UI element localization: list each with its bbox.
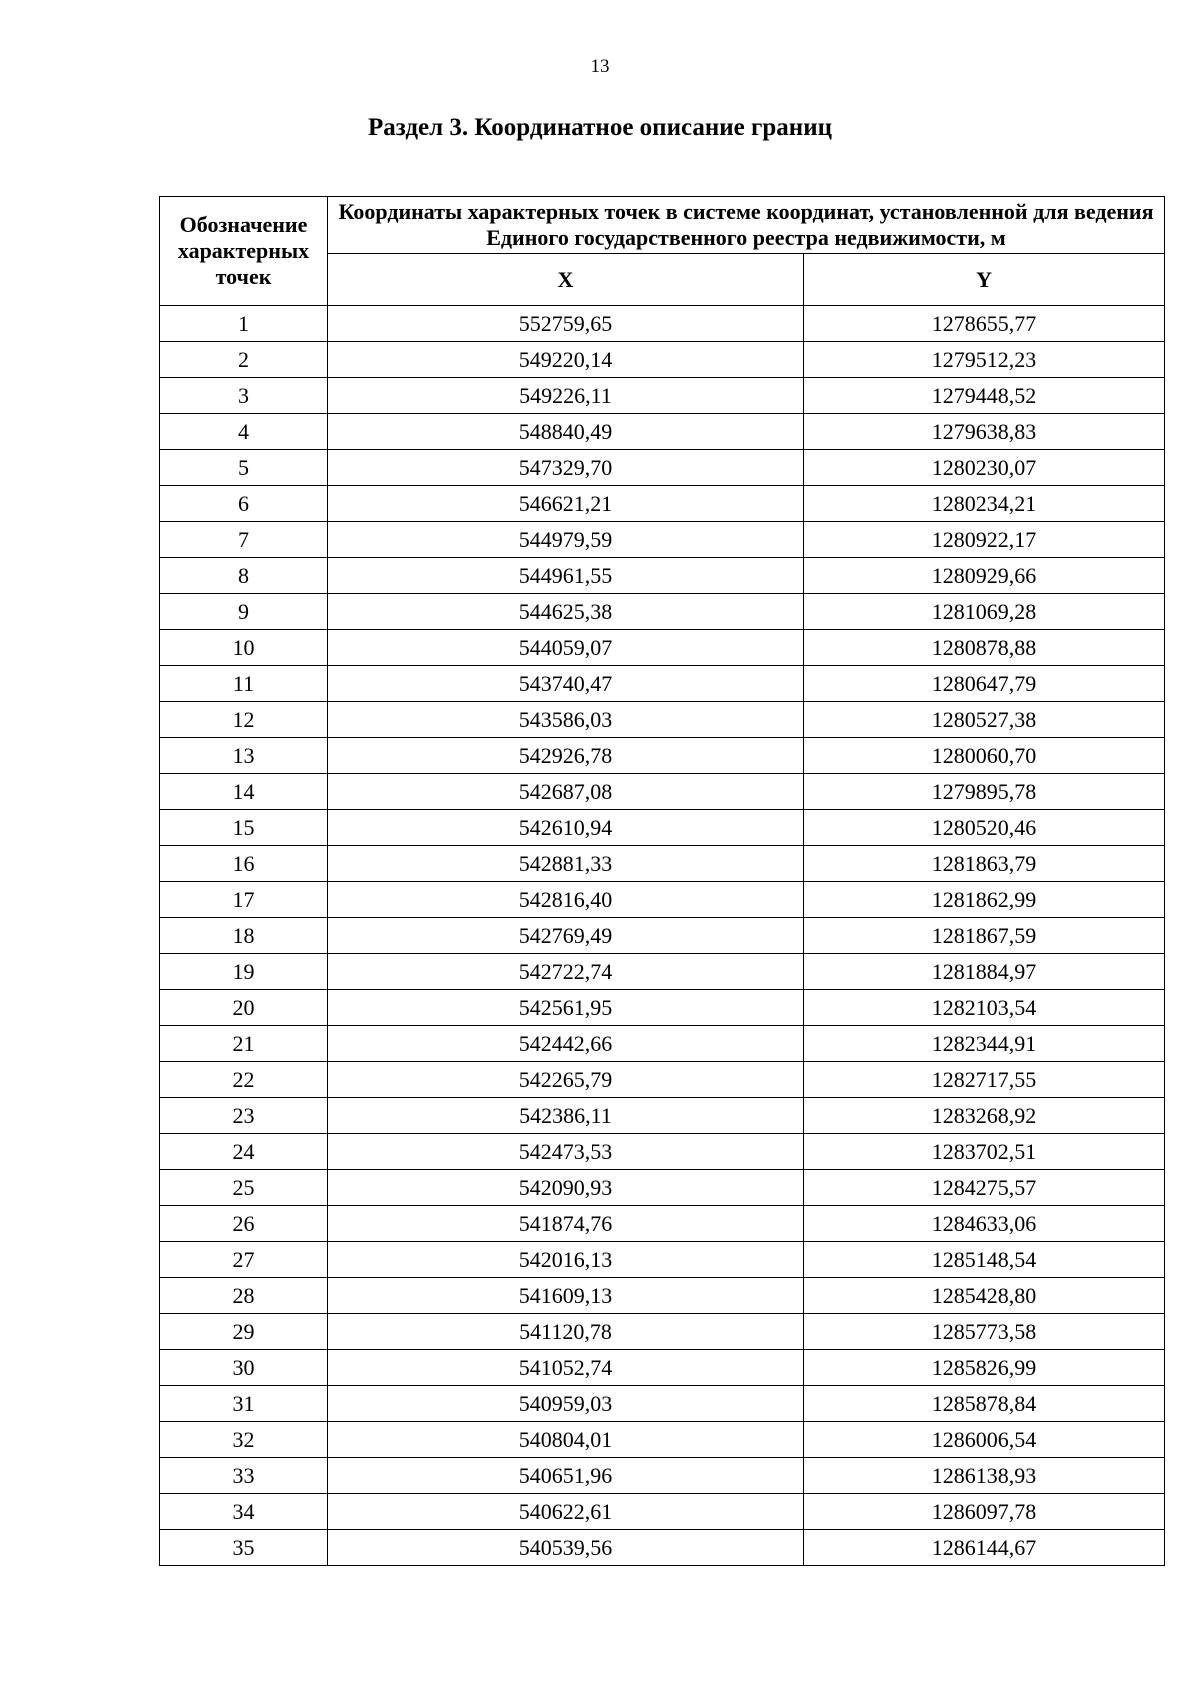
cell-x: 552759,65 (328, 306, 804, 342)
table-row (160, 450, 1165, 486)
cell-x: 544625,38 (328, 594, 804, 630)
cell-y: 1279895,78 (804, 774, 1165, 810)
cell-point: 4 (160, 414, 328, 450)
cell-point: 34 (160, 1494, 328, 1530)
cell-y: 1284633,06 (804, 1206, 1165, 1242)
table-row (160, 1134, 1165, 1170)
table-row (160, 1422, 1165, 1458)
table-row (160, 1098, 1165, 1134)
cell-x: 542265,79 (328, 1062, 804, 1098)
table-row (160, 990, 1165, 1026)
cell-x: 542442,66 (328, 1026, 804, 1062)
cell-x: 542769,49 (328, 918, 804, 954)
cell-y: 1282103,54 (804, 990, 1165, 1026)
cell-point: 27 (160, 1242, 328, 1278)
cell-x: 540651,96 (328, 1458, 804, 1494)
cell-y: 1280060,70 (804, 738, 1165, 774)
cell-x: 544979,59 (328, 522, 804, 558)
cell-x: 542473,53 (328, 1134, 804, 1170)
cell-x: 542926,78 (328, 738, 804, 774)
cell-point: 8 (160, 558, 328, 594)
cell-y: 1283702,51 (804, 1134, 1165, 1170)
cell-point: 1 (160, 306, 328, 342)
table-row (160, 378, 1165, 414)
cell-point: 30 (160, 1350, 328, 1386)
table-row (160, 1494, 1165, 1530)
cell-point: 2 (160, 342, 328, 378)
cell-point: 13 (160, 738, 328, 774)
table-row (160, 486, 1165, 522)
cell-point: 29 (160, 1314, 328, 1350)
cell-y: 1280527,38 (804, 702, 1165, 738)
cell-point: 9 (160, 594, 328, 630)
table-row (160, 1458, 1165, 1494)
table-row (160, 1206, 1165, 1242)
table-row (160, 306, 1165, 342)
cell-y: 1280647,79 (804, 666, 1165, 702)
cell-point: 24 (160, 1134, 328, 1170)
cell-x: 542722,74 (328, 954, 804, 990)
cell-y: 1278655,77 (804, 306, 1165, 342)
cell-y: 1281867,59 (804, 918, 1165, 954)
cell-x: 541874,76 (328, 1206, 804, 1242)
cell-x: 549220,14 (328, 342, 804, 378)
table-row (160, 918, 1165, 954)
cell-x: 542816,40 (328, 882, 804, 918)
table-row (160, 594, 1165, 630)
cell-x: 543740,47 (328, 666, 804, 702)
cell-point: 7 (160, 522, 328, 558)
cell-x: 542687,08 (328, 774, 804, 810)
cell-x: 544961,55 (328, 558, 804, 594)
table-row (160, 1530, 1165, 1566)
cell-y: 1285148,54 (804, 1242, 1165, 1278)
cell-point: 12 (160, 702, 328, 738)
cell-y: 1280520,46 (804, 810, 1165, 846)
section-title: Раздел 3. Координатное описание границ (367, 114, 832, 141)
cell-x: 542881,33 (328, 846, 804, 882)
cell-y: 1280878,88 (804, 630, 1165, 666)
table-row (160, 1170, 1165, 1206)
header-coordinates: Координаты характерных точек в системе координат, установленной для ведения Единого государственного реестра недвижимости, м (328, 197, 1165, 254)
table-row (160, 810, 1165, 846)
cell-x: 546621,21 (328, 486, 804, 522)
cell-point: 15 (160, 810, 328, 846)
cell-point: 10 (160, 630, 328, 666)
table-row (160, 1062, 1165, 1098)
cell-y: 1286138,93 (804, 1458, 1165, 1494)
coordinates-table-header (160, 197, 1165, 306)
cell-x: 542561,95 (328, 990, 804, 1026)
table-row (160, 846, 1165, 882)
cell-point: 11 (160, 666, 328, 702)
table-row (160, 666, 1165, 702)
table-row (160, 702, 1165, 738)
cell-y: 1281884,97 (804, 954, 1165, 990)
header-x: X (328, 254, 804, 306)
cell-x: 548840,49 (328, 414, 804, 450)
cell-point: 28 (160, 1278, 328, 1314)
cell-point: 17 (160, 882, 328, 918)
cell-y: 1281862,99 (804, 882, 1165, 918)
cell-x: 542386,11 (328, 1098, 804, 1134)
cell-point: 26 (160, 1206, 328, 1242)
coordinates-table-body (160, 306, 1165, 1566)
cell-y: 1280922,17 (804, 522, 1165, 558)
header-y: Y (804, 254, 1165, 306)
cell-point: 31 (160, 1386, 328, 1422)
cell-y: 1279512,23 (804, 342, 1165, 378)
cell-point: 25 (160, 1170, 328, 1206)
cell-x: 542016,13 (328, 1242, 804, 1278)
cell-x: 541609,13 (328, 1278, 804, 1314)
table-row (160, 738, 1165, 774)
cell-x: 541120,78 (328, 1314, 804, 1350)
cell-x: 540539,56 (328, 1530, 804, 1566)
cell-point: 19 (160, 954, 328, 990)
cell-x: 549226,11 (328, 378, 804, 414)
cell-x: 540959,03 (328, 1386, 804, 1422)
cell-y: 1280230,07 (804, 450, 1165, 486)
cell-x: 544059,07 (328, 630, 804, 666)
table-row (160, 414, 1165, 450)
table-row (160, 1314, 1165, 1350)
cell-x: 541052,74 (328, 1350, 804, 1386)
table-row (160, 558, 1165, 594)
cell-point: 20 (160, 990, 328, 1026)
cell-y: 1285773,58 (804, 1314, 1165, 1350)
cell-x: 542610,94 (328, 810, 804, 846)
cell-y: 1282717,55 (804, 1062, 1165, 1098)
cell-y: 1282344,91 (804, 1026, 1165, 1062)
cell-y: 1285428,80 (804, 1278, 1165, 1314)
cell-x: 547329,70 (328, 450, 804, 486)
cell-x: 542090,93 (328, 1170, 804, 1206)
cell-y: 1283268,92 (804, 1098, 1165, 1134)
table-row (160, 630, 1165, 666)
cell-point: 21 (160, 1026, 328, 1062)
cell-y: 1285826,99 (804, 1350, 1165, 1386)
cell-point: 5 (160, 450, 328, 486)
cell-y: 1279448,52 (804, 378, 1165, 414)
cell-y: 1286006,54 (804, 1422, 1165, 1458)
table-row (160, 1026, 1165, 1062)
cell-point: 22 (160, 1062, 328, 1098)
cell-y: 1286097,78 (804, 1494, 1165, 1530)
cell-y: 1281863,79 (804, 846, 1165, 882)
cell-point: 23 (160, 1098, 328, 1134)
cell-y: 1280234,21 (804, 486, 1165, 522)
cell-y: 1284275,57 (804, 1170, 1165, 1206)
cell-point: 14 (160, 774, 328, 810)
coordinates-table (159, 196, 1165, 1566)
cell-point: 16 (160, 846, 328, 882)
table-row (160, 882, 1165, 918)
table-row (160, 954, 1165, 990)
cell-y: 1280929,66 (804, 558, 1165, 594)
table-row (160, 1350, 1165, 1386)
table-row (160, 1278, 1165, 1314)
cell-x: 540804,01 (328, 1422, 804, 1458)
cell-point: 32 (160, 1422, 328, 1458)
cell-x: 540622,61 (328, 1494, 804, 1530)
cell-y: 1285878,84 (804, 1386, 1165, 1422)
table-row (160, 1242, 1165, 1278)
table-row (160, 774, 1165, 810)
cell-y: 1286144,67 (804, 1530, 1165, 1566)
table-row (160, 1386, 1165, 1422)
cell-x: 543586,03 (328, 702, 804, 738)
cell-y: 1279638,83 (804, 414, 1165, 450)
cell-point: 18 (160, 918, 328, 954)
header-point-designation: Обозначение характерных точек (160, 197, 328, 306)
cell-point: 6 (160, 486, 328, 522)
cell-y: 1281069,28 (804, 594, 1165, 630)
table-row (160, 522, 1165, 558)
cell-point: 3 (160, 378, 328, 414)
cell-point: 35 (160, 1530, 328, 1566)
page-number: 13 (590, 56, 610, 77)
table-row (160, 342, 1165, 378)
cell-point: 33 (160, 1458, 328, 1494)
